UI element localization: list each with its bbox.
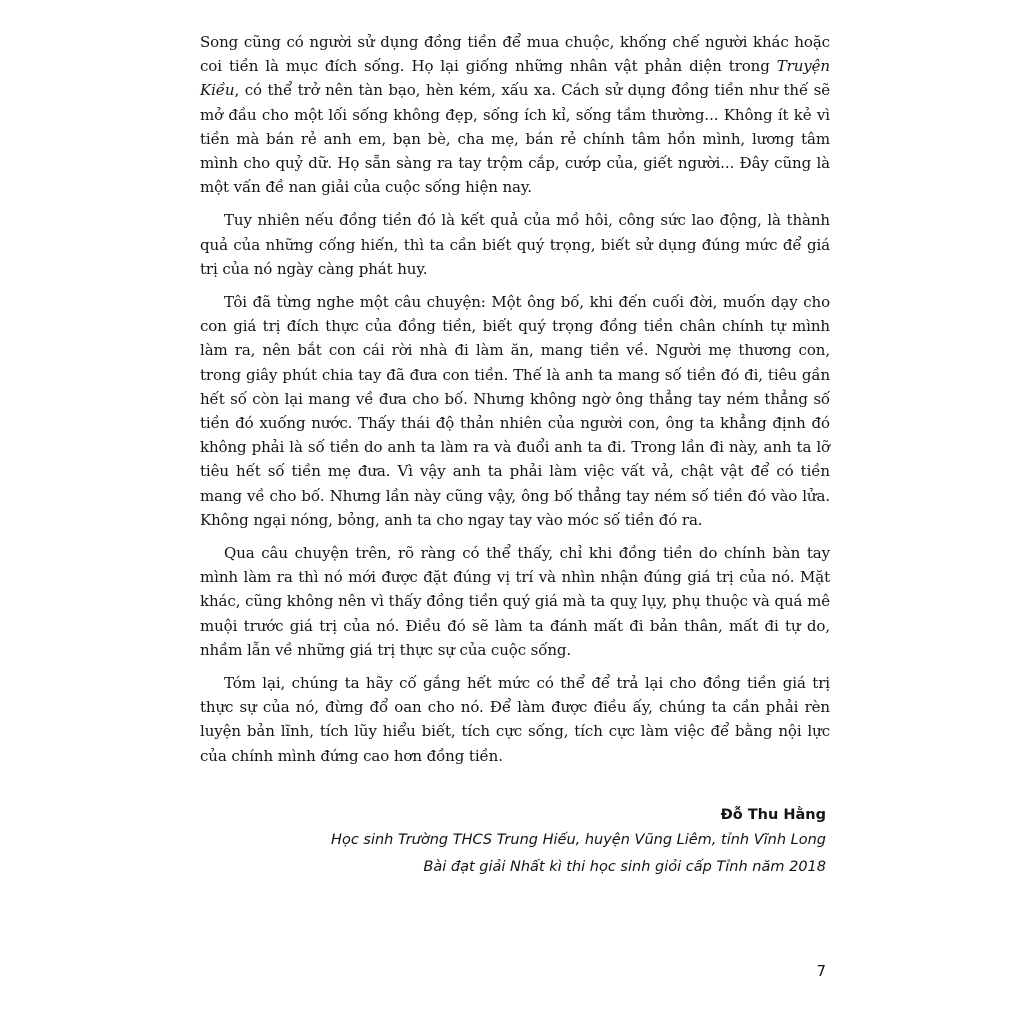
- author-affiliation: Học sinh Trường THCS Trung Hiếu, huyện Vũng Liêm, tỉnh Vĩnh Long: [331, 832, 826, 848]
- paragraph-p2: [200, 208, 830, 281]
- paragraph-text: Tóm lại, chúng ta hãy cố gắng hết mức có thể để trả lại cho đồng tiền giá trị thực sự của nó, đừng đổ oan cho nó. Để làm được điều ấy, chúng ta cần phải rèn luyện bản lĩnh, tích lũy hiểu biết, tích cực sống, tích cực làm việc để bằng nội lực của chính mình đứng cao hơn đồng tiền.: [200, 674, 830, 765]
- page-number: 7: [816, 962, 826, 980]
- signature-block: [331, 803, 826, 881]
- paragraph-p3: [200, 290, 830, 532]
- paragraph-text: Tuy nhiên nếu đồng tiền đó là kết quả của mồ hôi, công sức lao động, là thành quả của những cống hiến, thì ta cần biết quý trọng, biết sử dụng đúng mức để giá trị của nó ngày càng phát huy.: [200, 211, 830, 278]
- paragraph-text: Qua câu chuyện trên, rõ ràng có thể thấy, chỉ khi đồng tiền do chính bàn tay mình làm ra thì nó mới được đặt đúng vị trí và nhìn nhận đúng giá trị của nó. Mặt khác, cũng không nên vì thấy đồng tiền quý giá mà ta quỵ lụy, phụ thuộc và quá mê muội trước giá trị của nó. Điều đó sẽ làm ta đánh mất đi bản thân, mất đi tự do, nhầm lẫn về những giá trị thực sự của cuộc sống.: [200, 544, 830, 659]
- paragraph-p4: [200, 541, 830, 662]
- paragraph-text: Song cũng có người sử dụng đồng tiền để mua chuộc, khống chế người khác hoặc coi tiền là mục đích sống. Họ lại giống những nhân vật phản diện trong: [200, 33, 830, 76]
- award-note: Bài đạt giải Nhất kì thi học sinh giỏi cấp Tỉnh năm 2018: [423, 859, 826, 875]
- paragraph-p5: [200, 671, 830, 768]
- essay-body: [200, 30, 830, 777]
- author-name: Đỗ Thu Hằng: [720, 807, 826, 823]
- italic-title-text: Truyện Kiều: [200, 57, 830, 100]
- paragraph-text: , có thể trở nên tàn bạo, hèn kém, xấu xa. Cách sử dụng đồng tiền như thế sẽ mở đầu cho một lối sống không đẹp, sống ích kỉ, sống tầm thường... Không ít kẻ vì tiền mà bán rẻ anh em, bạn bè, cha mẹ, bán rẻ chính tâm hồn mình, lương tâm mình cho quỷ dữ. Họ sẵn sàng ra tay trộm cắp, cướp của, giết người... Đây cũng là một vấn đề nan giải của cuộc sống hiện nay.: [200, 81, 830, 197]
- paragraph-p1: [200, 30, 830, 199]
- paragraph-text: Tôi đã từng nghe một câu chuyện: Một ông bố, khi đến cuối đời, muốn dạy cho con giá trị đích thực của đồng tiền, biết quý trọng đồng tiền chân chính tự mình làm ra, nên bắt con cái rời nhà đi làm ăn, mang tiền về. Người mẹ thương con, trong giây phút chia tay đã đưa con tiền. Thế là anh ta mang số tiền đó đi, tiêu gần hết số còn lại mang về đưa cho bố. Nhưng không ngờ ông thẳng tay ném thẳng số tiền đó xuống nước. Thấy thái độ thản nhiên của người con, ông ta khẳng định đó không phải là số tiền do anh ta làm ra và đuổi anh ta đi. Trong lần đi này, anh ta lỡ tiêu hết số tiền mẹ đưa. Vì vậy anh ta phải làm việc vất vả, chật vật để có tiền mang về cho bố. Nhưng lần này cũng vậy, ông bố thẳng tay ném số tiền đó vào lửa. Không ngại nóng, bỏng, anh ta cho ngay tay vào móc số tiền đó ra.: [200, 293, 830, 529]
